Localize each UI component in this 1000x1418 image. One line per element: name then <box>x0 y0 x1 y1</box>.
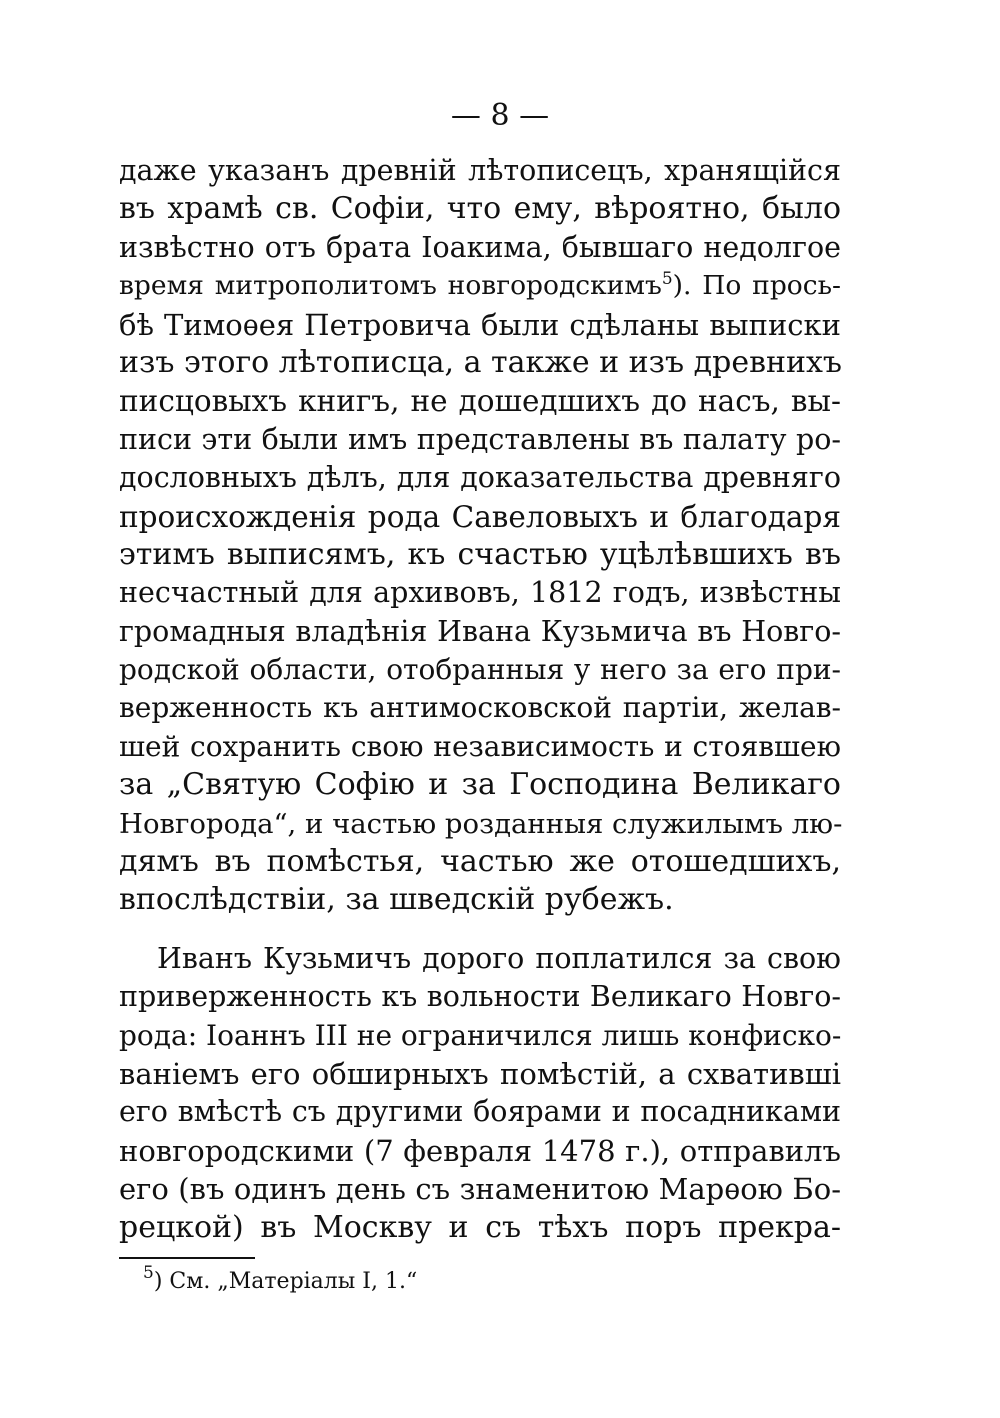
text-segment: время митрополитомъ новгородскимъ <box>119 270 662 302</box>
text-line: дословныхъ дѣлъ, для доказательства древняго <box>119 461 841 495</box>
text-line: дямъ въ помѣстья, частью же отошедшихъ, <box>119 844 841 880</box>
footnote-separator <box>119 1257 255 1259</box>
text-line: впослѣдствiи, за шведскiй рубежъ. <box>119 882 674 918</box>
footnote-number: 5 <box>143 1263 154 1283</box>
text-line-with-footnote-ref <box>119 267 841 305</box>
text-line: приверженность къ вольности Великаго Новго- <box>119 980 841 1014</box>
footnote-text: ) См. „Матерiалы I, 1.“ <box>153 1269 418 1294</box>
text-line: этимъ выписямъ, къ счастью уцѣлѣвшихъ въ <box>119 536 841 572</box>
footnote-marker[interactable]: 5 <box>661 269 673 290</box>
text-line: родской области, отобранныя у него за его при- <box>119 653 841 687</box>
text-line: Новгорода“, и частью розданныя служилымъ лю- <box>119 807 843 840</box>
text-line: изъ этого лѣтописца, а также и изъ древнихъ <box>119 344 842 380</box>
text-line: писи эти были имъ представлены въ палату ро- <box>119 422 841 456</box>
text-line: въ храмѣ св. Софiи, что ему, вѣроятно, было <box>119 191 841 227</box>
text-segment: ). По прось- <box>672 270 841 302</box>
paragraph-1 <box>119 152 841 920</box>
text-line: верженность къ антимосковской партiи, желав- <box>119 691 841 725</box>
main-text <box>119 152 841 1247</box>
text-line: несчастный для архивовъ, 1812 годъ, извѣстны <box>119 576 841 610</box>
text-line: его (въ одинъ день съ знаменитою Марѳою Бо- <box>119 1172 841 1207</box>
text-line: Иванъ Кузьмичъ дорого поплатился за свою <box>157 941 841 975</box>
text-line: новгородскими (7 февраля 1478 г.), отправилъ <box>119 1133 841 1168</box>
text-line: происхожденiя рода Савеловыхъ и благодаря <box>119 499 841 534</box>
text-line: шей сохранить свою независимость и стоявшею <box>119 729 841 763</box>
text-line: писцовыхъ книгъ, не дошедшихъ до насъ, вы- <box>119 384 841 419</box>
text-line: бѣ Тимоѳея Петровича были сдѣланы выписки <box>119 307 841 342</box>
text-line: даже указанъ древнiй лѣтописецъ, хранящiйся <box>119 154 841 187</box>
footnote <box>143 1263 418 1297</box>
text-line: громадныя владѣнiя Ивана Кузьмича въ Новго- <box>119 614 841 648</box>
text-line: его вмѣстѣ съ другими боярами и посадниками <box>119 1095 841 1129</box>
text-line: рода: Іоаннъ III не ограничился лишь конфиско- <box>119 1018 842 1052</box>
text-line: за „Святую Софiю и за Господина Великаго <box>119 767 841 803</box>
text-line: ванiемъ его обширныхъ помѣстiй, а схватившi <box>119 1056 841 1091</box>
text-line: извѣстно отъ брата Іоакима, бывшаго недолгое <box>119 230 841 264</box>
text-line: рецкой) въ Москву и съ тѣхъ поръ прекра- <box>119 1209 841 1245</box>
page-number: — 8 — <box>450 98 550 133</box>
paragraph-2 <box>119 940 841 1247</box>
